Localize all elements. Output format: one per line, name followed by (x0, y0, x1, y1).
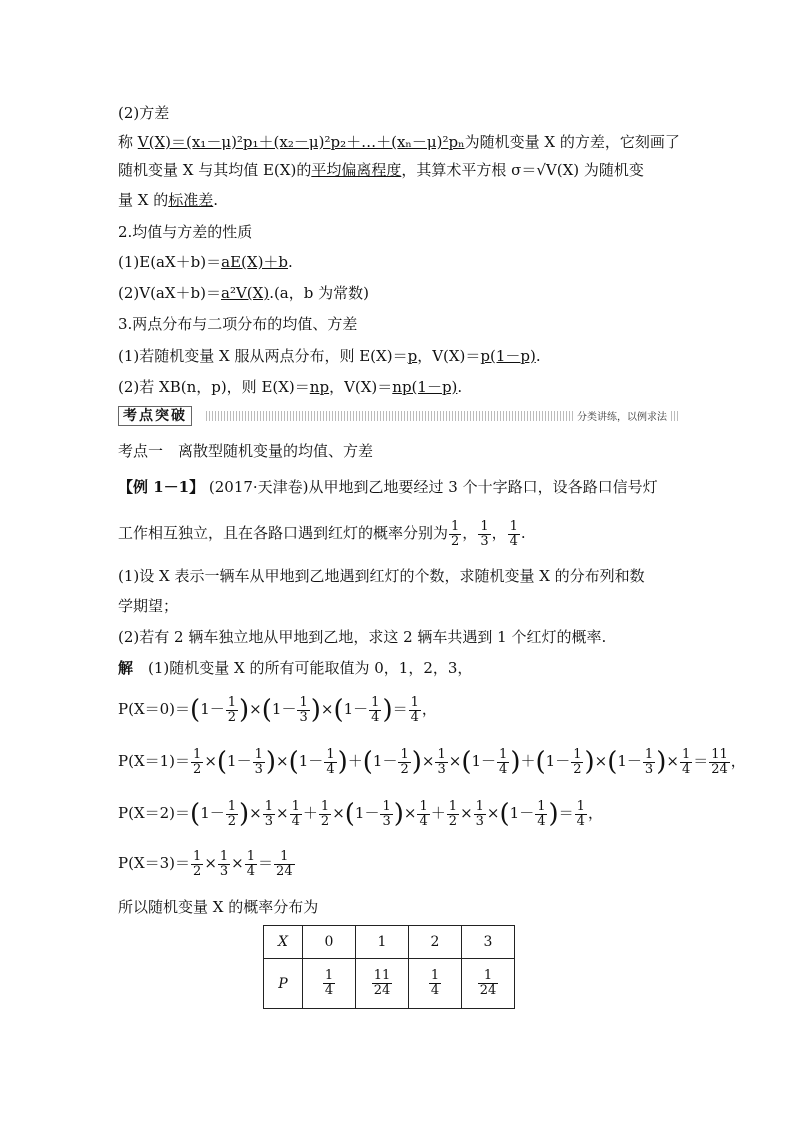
text: 量 X 的 (118, 191, 169, 209)
table-header-cell: X (264, 926, 303, 959)
section-distribution-heading: 3.两点分布与二项分布的均值、方差 (118, 315, 358, 333)
question-1b: 学期望； (118, 597, 179, 615)
text: ，其算术平方根 σ＝√V(X) 为随机变 (401, 161, 644, 179)
underlined-term: 平均偏离程度 (311, 161, 402, 179)
numerator: 1 (509, 518, 518, 534)
underlined-term: aE(X)＋b (221, 253, 289, 271)
p-x-0-line: P(X＝0)＝(1－ $\frac{1}{2}$ )×(1－ $\frac{1}{3}$ )×(1－ $\frac{1}{4}$ )＝ $\frac{1}{4}$ ， (118, 694, 437, 725)
underlined-term: p (407, 347, 418, 365)
underlined-term: 标准差 (168, 191, 214, 209)
p-x-3-line: P(X＝3)＝ $\frac{1}{2}$ × $\frac{1}{3}$ × $\frac{1}{4}$ ＝ $\frac{1}{24}$ (118, 848, 293, 879)
variance-line-2 (118, 160, 644, 180)
text: P(X＝0)＝ (118, 700, 191, 718)
example-label: 【例 1－1】 (118, 478, 205, 496)
section-properties-heading: 2.均值与方差的性质 (118, 223, 253, 241)
question-1a: (1)设 X 表示一辆车从甲地到乙地遇到红灯的个数，求随机变量 X 的分布列和数 (118, 567, 645, 585)
variance-definition (118, 132, 680, 152)
section-variance-heading: (2)方差 (118, 104, 170, 122)
text: P(X＝1)＝ (118, 752, 191, 770)
property-2 (118, 283, 369, 303)
text: 工作相互独立，且在各路口遇到红灯的概率分别为 (118, 524, 449, 542)
example-line-1 (118, 477, 658, 497)
section-banner (118, 406, 678, 426)
numerator: 1 (451, 518, 460, 534)
question-2: (2)若有 2 辆车独立地从甲地到乙地，求这 2 辆车共遇到 1 个红灯的概率. (118, 628, 607, 646)
text: (2)V(aX＋b)＝ (118, 284, 222, 302)
text: . (288, 253, 293, 271)
text: . (457, 378, 463, 396)
solution-label: 解 (118, 659, 134, 677)
two-point-line (118, 346, 541, 366)
table-cell: 0 (303, 926, 356, 959)
topic-heading: 考点一 离散型随机变量的均值、方差 (118, 442, 374, 460)
denominator: 4 (509, 533, 518, 549)
p-x-2-line: P(X＝2)＝(1－ $\frac{1}{2}$ )× $\frac{1}{3}$ × $\frac{1}{4}$ ＋ $\frac{1}{2}$ ×(1－ $\frac{1}{3}$ )× $\frac{1}{4}$ ＋ $\frac{1}{2}$ × $\frac{1}{3}$ ×(1－ $\frac{1}{4}$ )＝ $\frac{1}{4}$ ， (118, 798, 603, 829)
text: (2017·天津卷)从甲地到乙地要经过 3 个十字路口，设各路口信号灯 (208, 478, 658, 496)
fraction (449, 520, 461, 549)
fraction (508, 520, 520, 549)
distribution-table (263, 925, 515, 1009)
numerator: 1 (480, 518, 489, 534)
table-cell: $\frac{1}{4}$ (303, 959, 356, 1009)
text: (1)随机变量 X 的所有可能取值为 0，1，2，3， (148, 659, 473, 677)
solution-intro (118, 658, 472, 678)
variance-line-3 (118, 190, 218, 210)
underlined-term: a²V(X) (221, 284, 270, 302)
denominator: 3 (480, 533, 489, 549)
text: 随机变量 X 与其均值 E(X)的 (118, 161, 312, 179)
text: 称 (118, 133, 138, 151)
table-cell: $\frac{11}{24}$ (356, 959, 409, 1009)
text: (2)若 XB(n，p)，则 E(X)＝ (118, 378, 310, 396)
table-intro: 所以随机变量 X 的概率分布为 (118, 898, 319, 916)
text: 为随机变量 X 的方差，它刻画了 (464, 133, 680, 151)
property-1 (118, 252, 293, 272)
text: . (213, 191, 219, 209)
denominator: 2 (451, 533, 460, 549)
text: P(X＝3)＝ (118, 854, 191, 872)
fraction (478, 520, 490, 549)
text: .(a，b 为常数) (269, 284, 369, 302)
text: ，V(X)＝ (417, 347, 481, 365)
text: (1)若随机变量 X 服从两点分布，则 E(X)＝ (118, 347, 408, 365)
underlined-term: p(1－p) (480, 347, 536, 365)
table-cell: $\frac{1}{4}$ (409, 959, 462, 1009)
banner-tag: 考点突破 (118, 406, 192, 426)
table-cell: 3 (462, 926, 515, 959)
text: P(X＝2)＝ (118, 804, 191, 822)
table-row (264, 959, 515, 1009)
underlined-term: np (309, 378, 330, 396)
table-cell: 2 (409, 926, 462, 959)
binomial-line (118, 377, 462, 397)
text: . (535, 347, 541, 365)
banner-subtitle: 分类讲练，以例求法 (574, 408, 670, 423)
underlined-term: np(1－p) (392, 378, 458, 396)
table-cell: 1 (356, 926, 409, 959)
table-cell: $\frac{1}{24}$ (462, 959, 515, 1009)
table-header-cell: P (264, 959, 303, 1009)
text: ，V(X)＝ (329, 378, 393, 396)
example-line-2: 工作相互独立，且在各路口遇到红灯的概率分别为 $\frac{1}{2}$ ， $\frac{1}{3}$ ， $\frac{1}{4}$ . (118, 518, 526, 549)
variance-formula: V(X)＝(x₁－μ)²p₁＋(x₂－μ)²p₂＋…＋(xₙ－μ)²pₙ (137, 133, 465, 151)
table-row (264, 926, 515, 959)
text: (1)E(aX＋b)＝ (118, 253, 222, 271)
p-x-1-line: P(X＝1)＝ $\frac{1}{2}$ ×(1－ $\frac{1}{3}$ )×(1－ $\frac{1}{4}$ )＋(1－ $\frac{1}{2}$ )× $\frac{1}{3}$ ×(1－ $\frac{1}{4}$ )＋(1－ $\frac{1}{2}$ )×(1－ $\frac{1}{3}$ )× $\frac{1}{4}$ ＝ $\frac{11}{24}$ ， (118, 746, 746, 777)
